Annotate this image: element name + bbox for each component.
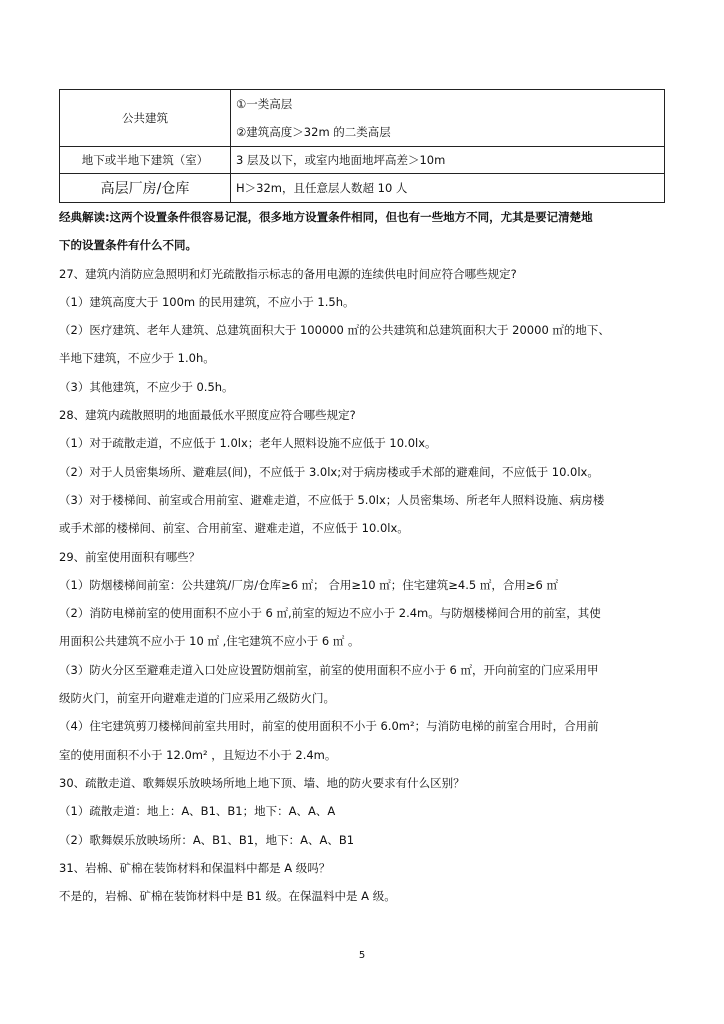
table-cell-conditions: 3 层及以下，或室内地面地坪高差＞10m (231, 147, 665, 174)
text-line: 不是的，岩棉、矿棉在装饰材料中是 B1 级。在保温料中是 A 级。 (59, 889, 396, 904)
text-line: （2）医疗建筑、老年人建筑、总建筑面积大于 100000 ㎡的公共建筑和总建筑面积大于 20000 ㎡的地下、 (59, 323, 610, 338)
text-line: 29、前室使用面积有哪些？ (59, 549, 201, 564)
text-line: 31、岩棉、矿棉在装饰材料和保温料中都是 A 级吗？ (59, 860, 331, 875)
text-line: 级防火门，前室开向避难走道的门应采用乙级防火门。 (59, 691, 335, 706)
table-row (60, 174, 665, 203)
text-line: （1）对于疏散走道，不应低于 1.0lx；老年人照料设施不应低于 10.0lx。 (59, 436, 437, 451)
text-line: 30、疏散走道、歌舞娱乐放映场所地上地下顶、墙、地的防火要求有什么区别？ (59, 775, 465, 790)
text-line: 27、建筑内消防应急照明和灯光疏散指示标志的备用电源的连续供电时间应符合哪些规定? (59, 266, 517, 281)
text-line: （2）消防电梯前室的使用面积不应小于 6 ㎡,前室的短边不应小于 2.4m。与防烟楼梯间合用的前室，其使 (59, 606, 601, 621)
text-line: （4）住宅建筑剪刀楼梯间前室共用时，前室的使用面积不小于 6.0m²；与消防电梯的前室合用时，合用前 (59, 719, 599, 734)
table-cell-conditions (231, 90, 665, 147)
condition-item: ①一类高层 (236, 97, 293, 111)
text-line: 半地下建筑，不应少于 1.0h。 (59, 351, 215, 366)
table-row (60, 147, 665, 174)
text-line: 下的设置条件有什么不同。 (59, 238, 197, 253)
emergency-lighting-condition-table (59, 89, 665, 203)
text-line: （2）对于人员密集场所、避难层(间)，不应低于 3.0lx;对于病房楼或手术部的避难间，不应低于 10.0lx。 (59, 464, 599, 479)
text-line: 28、建筑内疏散照明的地面最低水平照度应符合哪些规定? (59, 408, 356, 423)
table-cell-category: 地下或半地下建筑（室） (60, 147, 231, 174)
text-line: 室的使用面积不小于 12.0m² ，且短边不小于 2.4m。 (59, 747, 337, 762)
text-line: （3）防火分区至避难走道入口处应设置防烟前室，前室的使用面积不应小于 6 ㎡，开向前室的门应采用甲 (59, 662, 599, 677)
text-line: 或手术部的楼梯间、前室、合用前室、避难走道，不应低于 10.0lx。 (59, 521, 409, 536)
table-cell-category: 公共建筑 (60, 90, 231, 147)
text-line: 用面积公共建筑不应小于 10 ㎡ ,住宅建筑不应小于 6 ㎡ 。 (59, 634, 360, 649)
text-line: （2）歌舞娱乐放映场所：A、B1、B1，地下：A、A、B1 (59, 832, 355, 847)
table-cell-conditions: H＞32m，且任意层人数超 10 人 (231, 174, 665, 203)
text-line: （3）对于楼梯间、前室或合用前室、避难走道，不应低于 5.0lx；人员密集场、所老年人照料设施、病房楼 (59, 492, 605, 507)
text-line: （1）建筑高度大于 100m 的民用建筑，不应小于 1.5h。 (59, 294, 355, 309)
text-line: 经典解读:这两个设置条件很容易记混，很多地方设置条件相同，但也有一些地方不同，尤其是要记清楚地 (59, 210, 593, 224)
text-line: （1）疏散走道：地上：A、B1、B1；地下：A、A、A (59, 804, 336, 819)
condition-item: ②建筑高度＞32m 的二类高层 (236, 125, 391, 139)
page-number: 5 (358, 950, 366, 961)
document-body (59, 203, 671, 910)
text-line: （1）防烟楼梯间前室：公共建筑/厂房/仓库≥6 ㎡； 合用≥10 ㎡；住宅建筑≥4.5 ㎡，合用≥6 ㎡ (59, 577, 558, 592)
table-row (60, 90, 665, 147)
table-cell-category: 高层厂房/仓库 (60, 174, 231, 203)
text-line: （3）其他建筑，不应少于 0.5h。 (59, 379, 234, 394)
